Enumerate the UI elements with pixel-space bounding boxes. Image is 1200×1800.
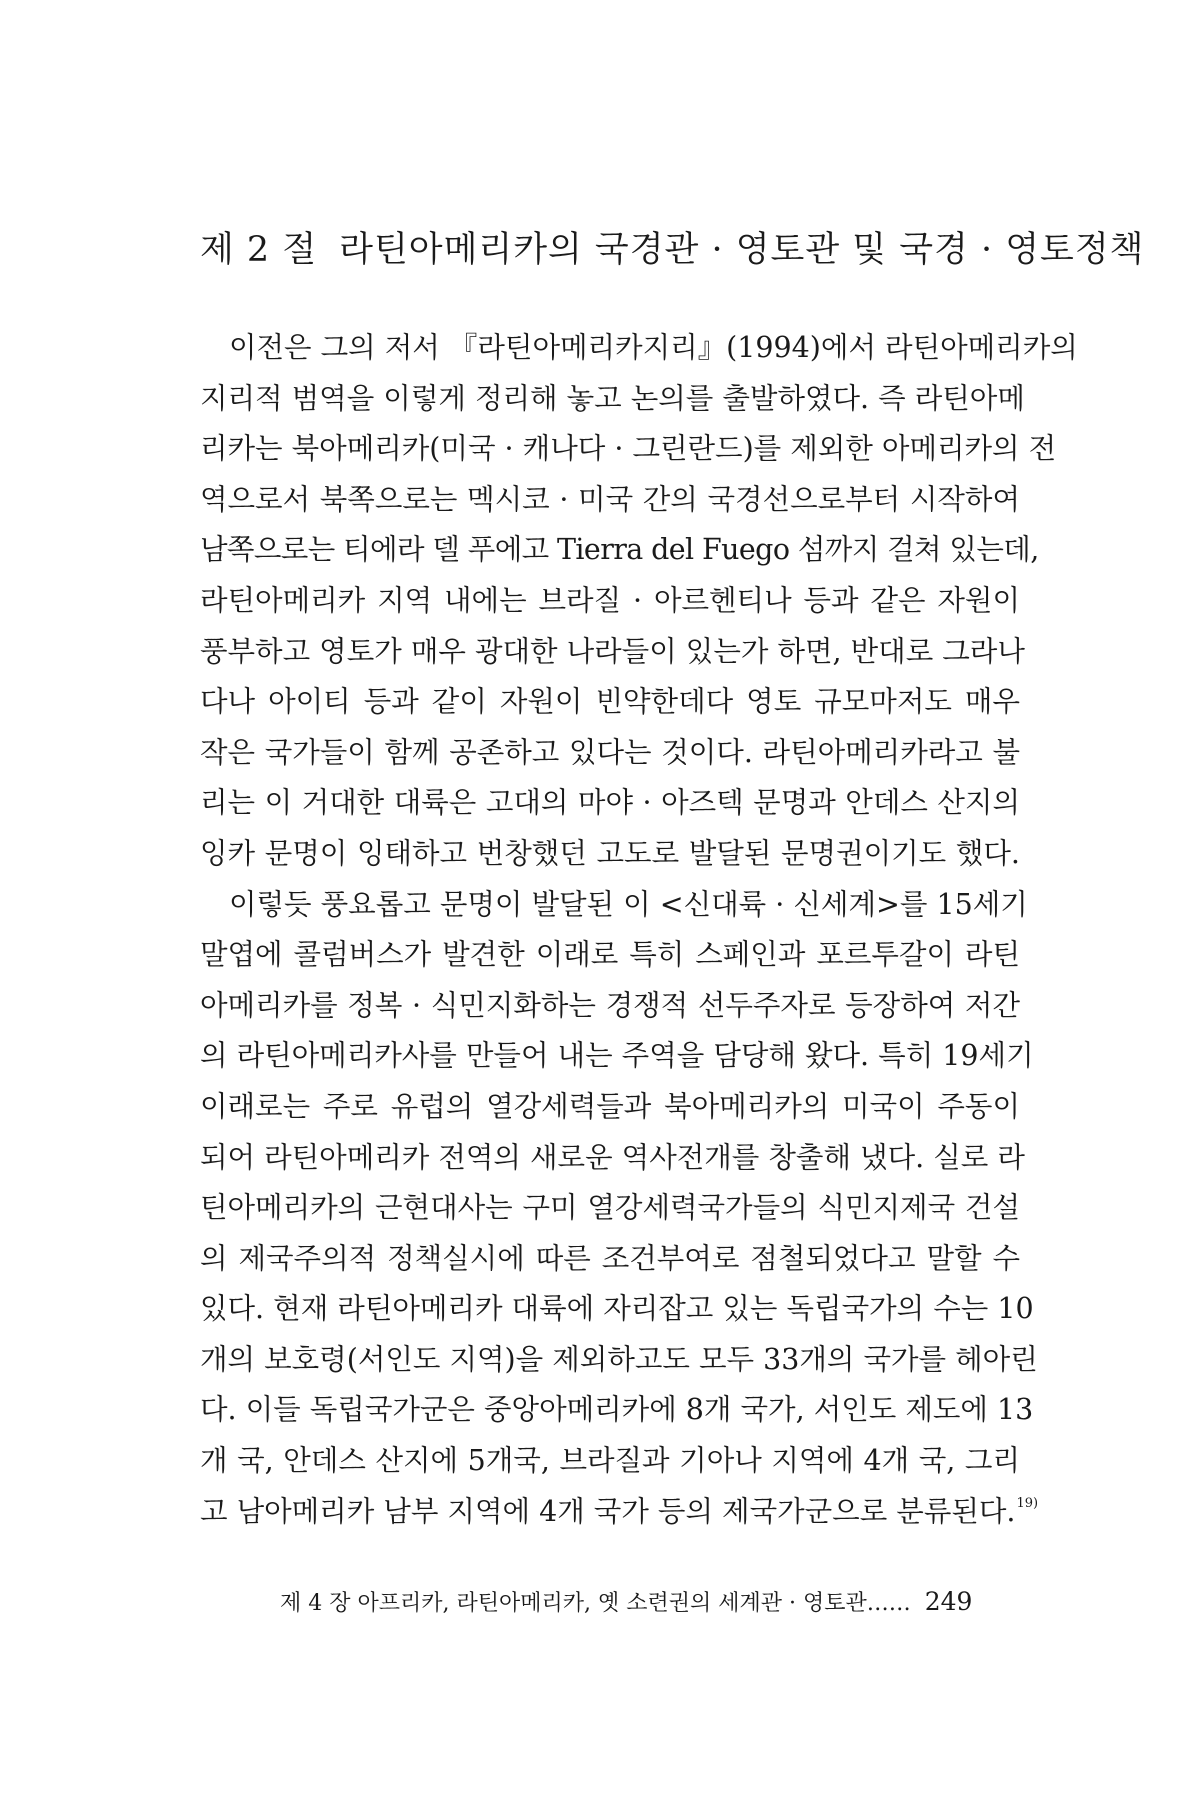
footnote-reference[interactable]: 19) xyxy=(1016,1495,1039,1511)
section-number: 제 2 절 xyxy=(200,230,318,270)
text-line: 이전은 그의 저서 『라틴아메리카지리』(1994)에서 라틴아메리카의 xyxy=(229,331,1078,364)
text-line: 개 국, 안데스 산지에 5개국, 브라질과 기아나 지역에 4개 국, 그리 xyxy=(200,1444,1020,1478)
text-line: 이래로는 주로 유럽의 열강세력들과 북아메리카의 미국이 주동이 xyxy=(200,1089,1020,1123)
body-text xyxy=(200,323,1078,1537)
text-line: 다나 아이티 등과 같이 자원이 빈약한데다 영토 규모마저도 매우 xyxy=(200,685,1020,719)
text-line-last xyxy=(200,1487,1039,1538)
text-line: 역으로서 북쪽으로는 멕시코 · 미국 간의 국경선으로부터 시작하여 xyxy=(200,482,1020,516)
page-number: 249 xyxy=(924,1587,973,1616)
text-line: 아메리카를 정복 · 식민지화하는 경쟁적 선두주자로 등장하여 저간 xyxy=(200,988,1020,1022)
text-line: 의 라틴아메리카사를 만들어 내는 주역을 담당해 왔다. 특히 19세기 xyxy=(200,1039,1034,1073)
text-line: 의 제국주의적 정책실시에 따른 조건부여로 점철되었다고 말할 수 xyxy=(200,1241,1020,1275)
paragraph-1 xyxy=(200,323,1078,880)
text-line: 라틴아메리카 지역 내에는 브라질 · 아르헨티나 등과 같은 자원이 xyxy=(200,583,1020,617)
text-line-content: 고 남아메리카 남부 지역에 4개 국가 등의 제국가군으로 분류된다. xyxy=(200,1494,1016,1528)
text-line: 되어 라틴아메리카 전역의 새로운 역사전개를 창출해 냈다. 실로 라 xyxy=(200,1140,1025,1174)
text-line: 있다. 현재 라틴아메리카 대륙에 자리잡고 있는 독립국가의 수는 10 xyxy=(200,1292,1034,1326)
text-line: 틴아메리카의 근현대사는 구미 열강세력국가들의 식민지제국 건설 xyxy=(200,1191,1020,1225)
section-heading xyxy=(200,225,1145,275)
text-line: 이렇듯 풍요롭고 문명이 발달된 이 <신대륙 · 신세계>를 15세기 xyxy=(229,887,1028,921)
running-head: 제 4 장 아프리카, 라틴아메리카, 옛 소련권의 세계관 · 영토관…… xyxy=(280,1591,911,1616)
paragraph-2 xyxy=(200,880,1039,1538)
text-line: 리카는 북아메리카(미국 · 캐나다 · 그린란드)를 제외한 아메리카의 전 xyxy=(200,432,1057,466)
text-line: 다. 이들 독립국가군은 중앙아메리카에 8개 국가, 서인도 제도에 13 xyxy=(200,1393,1034,1427)
text-line: 작은 국가들이 함께 공존하고 있다는 것이다. 라틴아메리카라고 불 xyxy=(200,735,1020,769)
section-title: 라틴아메리카의 국경관 · 영토관 및 국경 · 영토정책 xyxy=(339,230,1145,270)
text-line: 개의 보호령(서인도 지역)을 제외하고도 모두 33개의 국가를 헤아린 xyxy=(200,1342,1038,1376)
text-line: 남쪽으로는 티에라 델 푸에고 Tierra del Fuego 섬까지 걸쳐 있는데, xyxy=(200,533,1039,567)
text-line: 잉카 문명이 잉태하고 번창했던 고도로 발달된 문명권이기도 했다. xyxy=(200,836,1020,870)
page-footer xyxy=(280,1582,1020,1624)
text-line: 풍부하고 영토가 매우 광대한 나라들이 있는가 하면, 반대로 그라나 xyxy=(200,634,1025,668)
text-line: 리는 이 거대한 대륙은 고대의 마야 · 아즈텍 문명과 안데스 산지의 xyxy=(200,786,1020,820)
text-line: 말엽에 콜럼버스가 발견한 이래로 특히 스페인과 포르투갈이 라틴 xyxy=(200,938,1020,972)
text-line: 지리적 범역을 이렇게 정리해 놓고 논의를 출발하였다. 즉 라틴아메 xyxy=(200,381,1025,415)
